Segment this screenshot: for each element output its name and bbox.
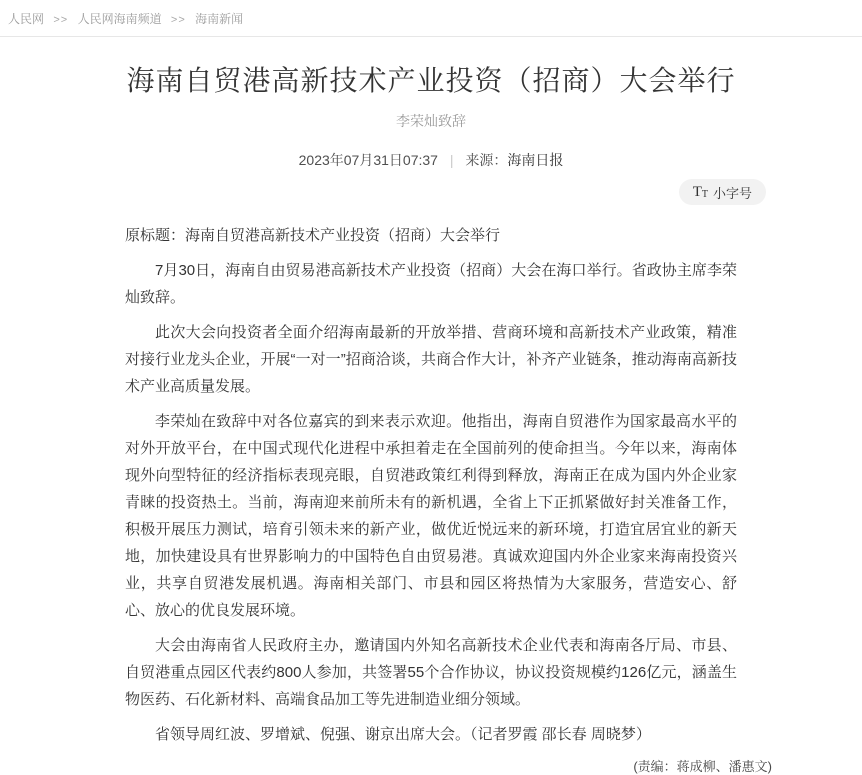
source-link[interactable]: 海南日报 (507, 152, 564, 168)
font-size-label: 小字号 (712, 185, 752, 201)
paragraph-3: 李荣灿在致辞中对各位嘉宾的到来表示欢迎。他指出，海南自贸港作为国家最高水平的对外开放平台，在中国式现代化进程中承担着走在全国前列的使命担当。今年以来，海南体现外向型特征的经济指标表现亮眼，自贸港政策红利得到释放，海南正在成为国内外企业家青睐的投资热土。当前，海南迎来前所未有的新机遇，全省上下正抓紧做好封关准备工作，积极开展压力测试，培育引领未来的新产业，做优近悦远来的新环境，打造宜居宜业的新天地，加快建设具有世界影响力的中国特色自由贸易港。真诚欢迎国内外企业家来海南投资兴业，共享自贸港发展机遇。海南相关部门、市县和园区将热情为大家服务，营造安心、舒心、放心的优良发展环境。 (125, 413, 737, 619)
source-label: 来源： (465, 152, 508, 168)
article-body (125, 222, 737, 748)
paragraph-4: 大会由海南省人民政府主办，邀请国内外知名高新技术企业代表和海南各厅局、市县、自贸港重点园区代表约800人参加，共签署55个合作协议，协议投资规模约126亿元，涵盖生物医药、石化新材料、高端食品加工等先进制造业细分领域。 (125, 637, 737, 708)
article-subtitle: 李荣灿致辞 (396, 113, 466, 129)
font-size-button[interactable] (679, 179, 766, 205)
breadcrumb-separator: >> (53, 14, 69, 26)
paragraph-1: 7月30日，海南自由贸易港高新技术产业投资（招商）大会在海口举行。省政协主席李荣灿致辞。 (125, 262, 737, 306)
editor-credit: (责编：蒋成柳、潘惠文) (633, 759, 772, 774)
article-header (0, 64, 862, 205)
breadcrumb-link-peoples-daily[interactable]: 人民网 (8, 12, 45, 26)
paragraph-5: 省领导周红波、罗增斌、倪强、谢京出席大会。（记者罗霞 邵长春 周晓梦） (155, 726, 651, 743)
header-divider (0, 36, 862, 37)
breadcrumb-separator: >> (170, 14, 186, 26)
breadcrumb-link-hainan-news[interactable]: 海南新闻 (195, 12, 244, 26)
meta-separator: | (449, 152, 454, 168)
breadcrumb (0, 0, 862, 36)
article-title: 海南自贸港高新技术产业投资（招商）大会举行 (126, 65, 736, 96)
article-meta (0, 150, 862, 170)
breadcrumb-link-hainan-channel[interactable]: 人民网海南频道 (77, 12, 162, 26)
article-toolbar (0, 179, 862, 205)
publish-date: 2023年07月31日07:37 (298, 152, 438, 168)
font-size-icon: T (692, 183, 702, 200)
paragraph-2: 此次大会向投资者全面介绍海南最新的开放举措、营商环境和高新技术产业政策，精准对接行业龙头企业，开展“一对一”招商洽谈，共商合作大计，补齐产业链条，推动海南高新技术产业高质量发展。 (125, 324, 737, 395)
font-size-icon-small: T (701, 188, 708, 200)
original-title-line: 原标题：海南自贸港高新技术产业投资（招商）大会举行 (125, 227, 501, 244)
